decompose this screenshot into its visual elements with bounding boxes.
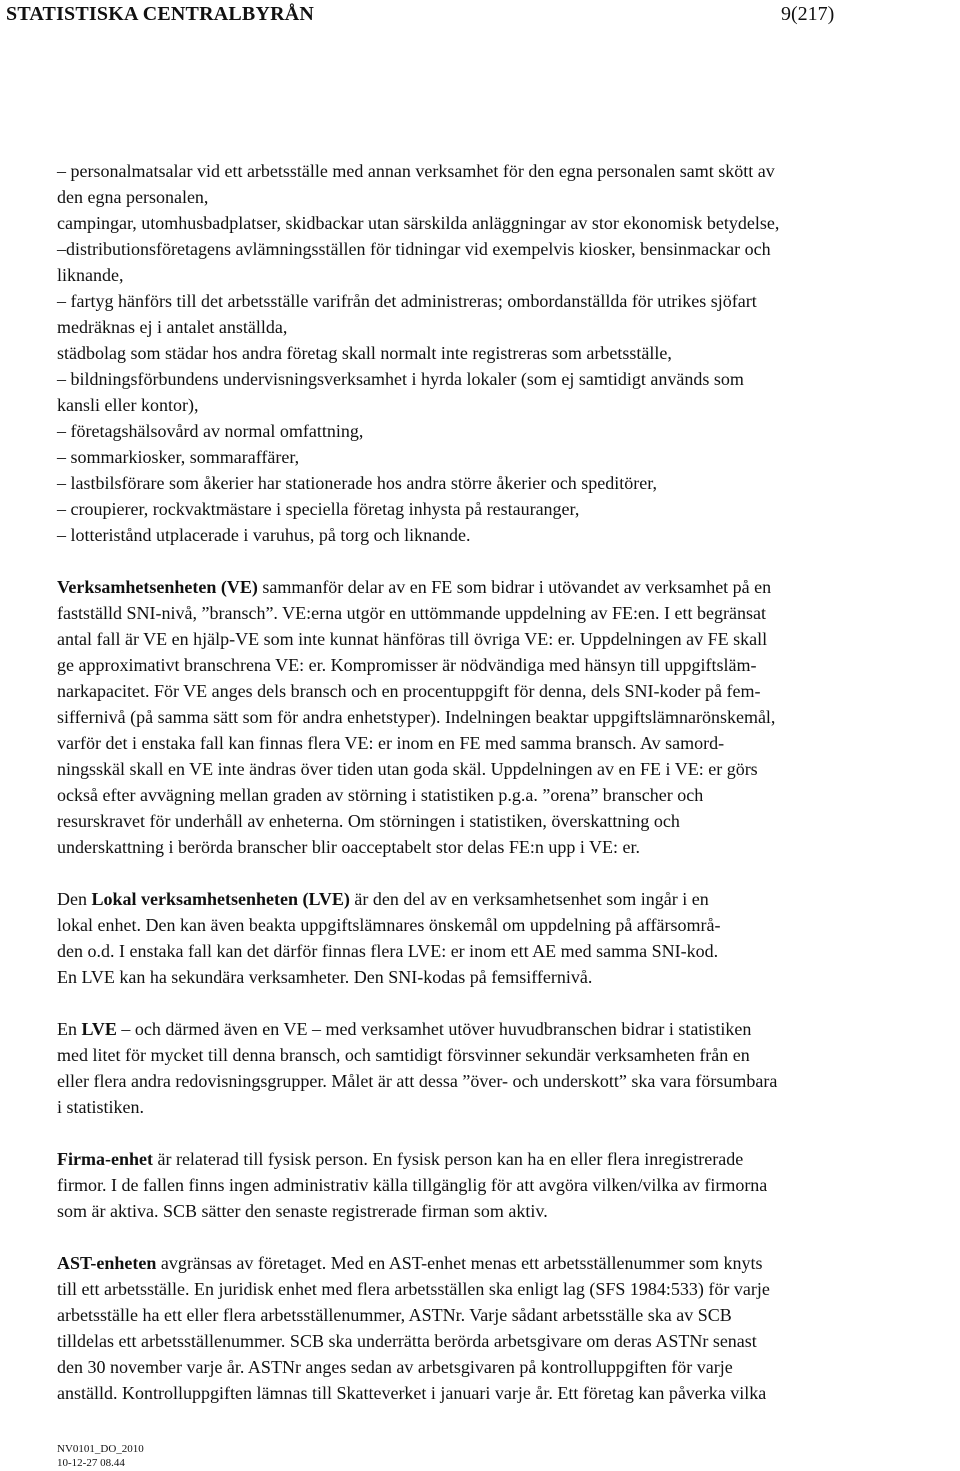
list-line: medräknas ej i antalet anställda, [57, 317, 288, 337]
paragraph-line: ge approximativt branschrena VE: er. Kompromisser är nödvändiga med hänsyn till uppgiftsläm- [57, 655, 757, 675]
paragraph-line: Firma-enhet är relaterad till fysisk person. En fysisk person kan ha en eller flera inregistrerade [57, 1149, 744, 1169]
list-line: kansli eller kontor), [57, 395, 199, 415]
paragraph-line: AST-enheten avgränsas av företaget. Med en AST-enhet menas ett arbetsställenummer som knyts [57, 1253, 763, 1273]
paragraph-line: till ett arbetsställe. En juridisk enhet med flera arbetsställen ska enligt lag (SFS 1984:533) för varje [57, 1279, 770, 1299]
page-header [6, 3, 960, 33]
list-line: – personalmatsalar vid ett arbetsställe med annan verksamhet för den egna personalen samt skött av [57, 161, 775, 181]
list-line: städbolag som städar hos andra företag skall normalt inte registreras som arbetsställe, [57, 343, 672, 363]
ve-paragraph [57, 574, 957, 860]
list-line: – lotteristånd utplacerade i varuhus, på torg och liknande. [57, 525, 471, 545]
list-line: campingar, utomhusbadplatser, skidbackar utan särskilda anläggningar av stor ekonomisk betydelse, [57, 213, 780, 233]
paragraph-line: varför det i enstaka fall kan finnas flera VE: er inom en FE med samma bransch. Av samord- [57, 733, 725, 753]
paragraph-line: arbetsställe ha ett eller flera arbetsställenummer, ASTNr. Varje sådant arbetsställe ska av SCB [57, 1305, 732, 1325]
list-line: –distributionsföretagens avlämningsställen för tidningar vid exempelvis kiosker, bensinmackar och [57, 239, 771, 259]
term-firma: Firma-enhet [57, 1149, 153, 1169]
paragraph-line: En LVE – och därmed även en VE – med verksamhet utöver huvudbranschen bidrar i statistiken [57, 1019, 752, 1039]
document-timestamp: 10-12-27 08.44 [57, 1457, 125, 1469]
list-line: – fartyg hänförs till det arbetsställe varifrån det administreras; ombordanställda för utrikes sjöfart [57, 291, 757, 311]
paragraph-line: antal fall är VE en hjälp-VE som inte kunnat hänföras till övriga VE: er. Uppdelningen av FE skall [57, 629, 768, 649]
list-line: – croupierer, rockvaktmästare i speciella företag inhysta på restauranger, [57, 499, 580, 519]
paragraph-line: lokal enhet. Den kan även beakta uppgiftslämnares önskemål om uppdelning på affärsområ- [57, 915, 721, 935]
paragraph-line: siffernivå (på samma sätt som för andra enhetstyper). Indelningen beaktar uppgiftslämnarönskemål, [57, 707, 776, 727]
list-line: – lastbilsförare som åkerier har stationerade hos andra större åkerier och speditörer, [57, 473, 658, 493]
paragraph-line: anställd. Kontrolluppgiften lämnas till Skatteverket i januari varje år. Ett företag kan påverka vilka [57, 1383, 767, 1403]
paragraph-line: Den Lokal verksamhetsenheten (LVE) är den del av en verksamhetsenhet som ingår i en [57, 889, 709, 909]
list-line: – sommarkiosker, sommaraffärer, [57, 447, 300, 467]
paragraph-line: Verksamhetsenheten (VE) sammanför delar av en FE som bidrar i utövandet av verksamhet på en [57, 577, 772, 597]
lve-paragraph [57, 886, 957, 990]
page-footer [57, 1442, 144, 1470]
term-lve: Lokal verksamhetsenheten (LVE) [91, 889, 350, 909]
term-lve-short: LVE [81, 1019, 117, 1039]
paragraph-line: med litet för mycket till denna bransch, och samtidigt försvinner sekundär verksamheten från en [57, 1045, 750, 1065]
list-line: – bildningsförbundens undervisningsverksamhet i hyrda lokaler (som ej samtidigt används som [57, 369, 744, 389]
lve-ve-paragraph [57, 1016, 957, 1120]
paragraph-line: den 30 november varje år. ASTNr anges sedan av arbetsgivaren på kontrolluppgiften för varje [57, 1357, 733, 1377]
organization-name: STATISTISKA CENTRALBYRÅN [6, 3, 315, 25]
paragraph-line: firmor. I de fallen finns ingen administrativ källa tillgänglig för att avgöra vilken/vilka av firmorna [57, 1175, 768, 1195]
ast-paragraph [57, 1250, 957, 1406]
paragraph-line: som är aktiva. SCB sätter den senaste registrerade firman som aktiv. [57, 1201, 548, 1221]
page-number: 9(217) [781, 3, 835, 25]
term-ast: AST-enheten [57, 1253, 157, 1273]
paragraph-line: narkapacitet. För VE anges dels bransch och en procentuppgift för denna, dels SNI-koder på fem- [57, 681, 761, 701]
paragraph-line: i statistiken. [57, 1097, 144, 1117]
paragraph-line: också efter avvägning mellan graden av störning i statistiken p.g.a. ”orena” branscher och [57, 785, 704, 805]
paragraph-line: underskattning i berörda branscher blir oacceptabelt stor delas FE:n upp i VE: er. [57, 837, 640, 857]
document-id: NV0101_DO_2010 [57, 1443, 144, 1455]
paragraph-line: tilldelas ett arbetsställenummer. SCB ska underrätta berörda arbetsgivare om deras ASTNr senast [57, 1331, 757, 1351]
firma-paragraph [57, 1146, 957, 1224]
paragraph-line: fastställd SNI-nivå, ”bransch”. VE:erna utgör en uttömmande uppdelning av FE:en. I ett begränsat [57, 603, 766, 623]
list-line: liknande, [57, 265, 124, 285]
paragraph-line: den o.d. I enstaka fall kan det därför finnas flera LVE: er inom ett AE med samma SNI-kod. [57, 941, 719, 961]
paragraph-line: eller flera andra redovisningsgrupper. Målet är att dessa ”över- och underskott” ska vara försumbara [57, 1071, 778, 1091]
paragraph-line: ningsskäl skall en VE inte ändras över tiden utan goda skäl. Uppdelningen av en FE i VE: er görs [57, 759, 758, 779]
list-block [57, 158, 957, 548]
document-body [57, 158, 957, 1406]
list-line: – företagshälsovård av normal omfattning, [57, 421, 364, 441]
paragraph-line: resurskravet för underhåll av enheterna. Om störningen i statistiken, överskattning och [57, 811, 680, 831]
paragraph-line: En LVE kan ha sekundära verksamheter. Den SNI-kodas på femsiffernivå. [57, 967, 593, 987]
term-ve: Verksamhetsenheten (VE) [57, 577, 258, 597]
list-line: den egna personalen, [57, 187, 209, 207]
